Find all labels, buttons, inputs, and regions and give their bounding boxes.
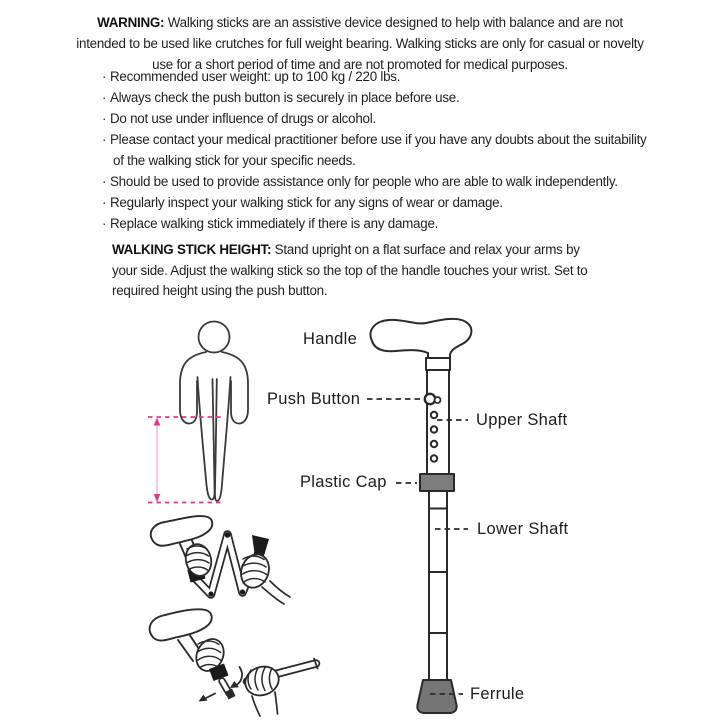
adjustment-hole — [431, 441, 437, 447]
height-guide-label: WALKING STICK HEIGHT: — [112, 242, 272, 257]
warning-label: WARNING: — [97, 15, 165, 30]
person-figure — [180, 322, 248, 502]
fold-joint — [240, 589, 245, 594]
assembly-illustration — [150, 609, 318, 716]
bullet-glyph: · — [102, 174, 107, 189]
person-left-arm — [180, 352, 206, 424]
person-right-leg — [215, 377, 231, 501]
height-guide-text: Stand upright on a flat surface and relax your arms by your side. Adjust the walking stick so the top of the handle touches your wrist. Set to required height using the push button. — [112, 242, 588, 298]
walking-stick-diagram — [371, 319, 472, 713]
stick-handle — [371, 319, 472, 358]
adjustment-hole — [431, 412, 437, 418]
bullet-text: Do not use under influence of drugs or alcohol. — [110, 111, 376, 126]
person-left-leg — [198, 377, 215, 500]
stick-ferrule — [417, 680, 456, 713]
measure-arrow-down-icon — [154, 494, 161, 502]
push-button-label: Push Button — [267, 390, 361, 408]
bullet-glyph: · — [102, 90, 107, 105]
right-wrist — [262, 581, 290, 604]
stick-plastic-cap — [420, 474, 454, 491]
stick-collar — [426, 358, 450, 370]
stick-push-button-inner — [435, 397, 441, 403]
bullet-glyph: · — [102, 69, 107, 84]
ferrule-label: Ferrule — [470, 685, 525, 703]
bullet-text: Should be used to provide assistance only for people who are able to walk independently. — [110, 174, 618, 189]
stick-lower-shaft — [429, 491, 447, 680]
bullet-text: Regularly inspect your walking stick for any signs of wear or damage. — [110, 195, 503, 210]
bullet-glyph: · — [102, 216, 107, 231]
person-head — [199, 322, 230, 353]
bullet-text: Replace walking stick immediately if there is any damage. — [110, 216, 439, 231]
plastic-cap-label: Plastic Cap — [300, 473, 387, 491]
person-right-arm — [222, 352, 248, 424]
bullet-text: Please contact your medical practitioner before use if you have any doubts about the suitability of the walking stick for your specific needs. — [110, 132, 647, 168]
upper-shaft-label: Upper Shaft — [476, 411, 568, 429]
bullet-text: Always check the push button is securely in place before use. — [110, 90, 460, 105]
label-leader-lines — [367, 399, 468, 694]
stick-push-button — [425, 394, 435, 404]
fold-joint — [208, 591, 213, 596]
adjustment-hole — [431, 455, 437, 461]
folded-handle — [151, 516, 213, 546]
bullet-text: Recommended user weight: up to 100 kg / 220 lbs. — [110, 69, 401, 84]
adjustment-hole — [431, 426, 437, 432]
folded-stick-illustration — [151, 516, 290, 604]
measure-arrow-up-icon — [154, 418, 161, 426]
bullet-glyph: · — [102, 132, 107, 147]
bullet-glyph: · — [102, 195, 107, 210]
fold-joint — [225, 532, 231, 538]
warning-text: Walking sticks are an assistive device designed to help with balance and are not intended to be used like crutches for full weight bearing. Walking sticks are only for casual or novelty use for a short period of time and are not promoted for medical purposes. — [76, 15, 644, 72]
lower-shaft-label: Lower Shaft — [477, 520, 569, 538]
assembly-handle — [150, 609, 212, 640]
handle-label: Handle — [303, 330, 358, 348]
bullet-glyph: · — [102, 111, 107, 126]
